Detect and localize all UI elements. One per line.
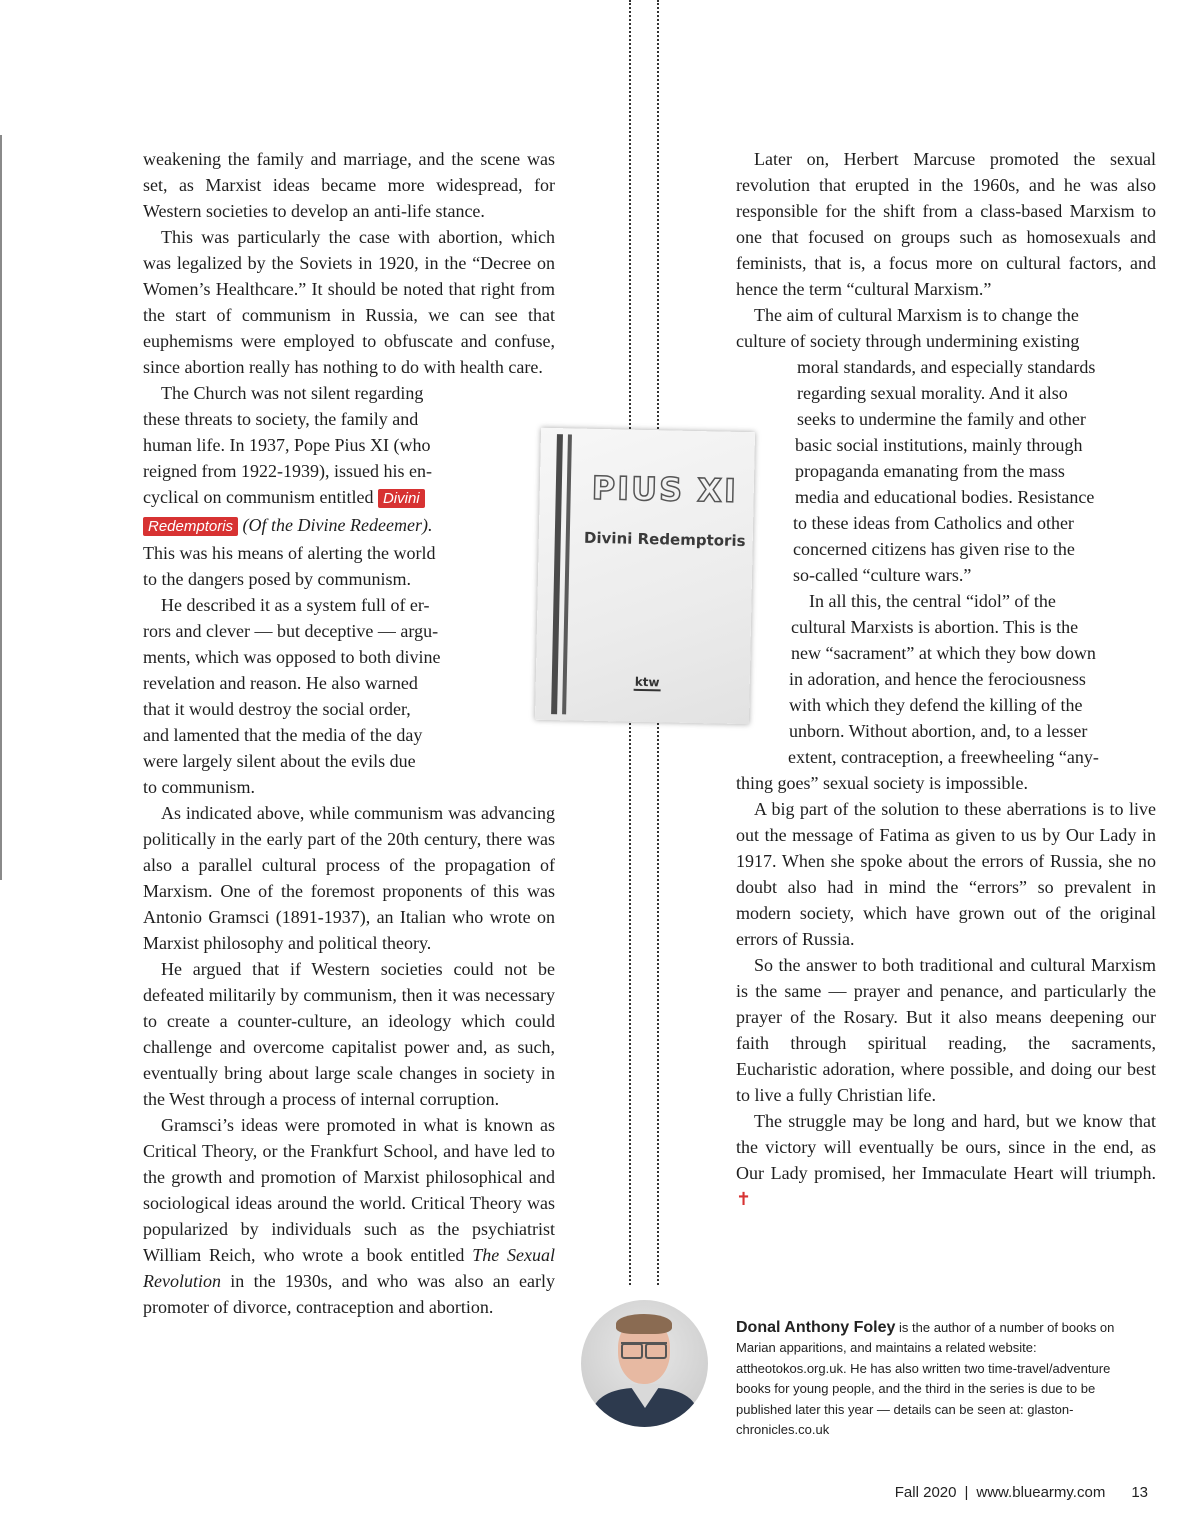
text-line: propaganda emanating from the mass [795, 461, 1065, 481]
glasses-icon [621, 1342, 667, 1357]
text-line: and lamented that the media of the day [143, 725, 423, 745]
text-line [143, 512, 555, 540]
paragraph-5: So the answer to both traditional and cultural Marxism is the same — prayer and penance, and particularly the prayer of the Rosary. But it also means deepening our faith through spiritual reading, the sacraments, Eucharistic adoration, where possible, and doing our best to live a fully Christian life. [736, 955, 1156, 1105]
right-column [736, 146, 1156, 1213]
text-line: ments, which was opposed to both divine [143, 647, 441, 667]
photo-hair [616, 1314, 672, 1334]
text-line: basic social institutions, mainly through [795, 435, 1083, 455]
paragraph-6 [736, 1108, 1156, 1213]
paragraph-2: This was particularly the case with abortion, which was legalized by the Soviets in 1920, in the “Decree on Women’s Healthcare.” It should be noted that right from the start of communism in Russia, we can see that euphemisms were employed to obfuscate and confuse, since abortion really has nothing to do with health care. [143, 227, 555, 377]
text-line: new “sacrament” at which they bow down [791, 643, 1096, 663]
text-line: cultural Marxists is abortion. This is the [791, 617, 1079, 637]
text-line: unborn. Without abortion, and, to a lesser [789, 721, 1088, 741]
text-line: so-called “culture wars.” [793, 565, 972, 585]
paragraph-1: Later on, Herbert Marcuse promoted the sexual revolution that erupted in the 1960s, and he was also responsible for the shift from a class-based Marxism to one that focused on groups such as homosexuals and feminists, that is, a focus more on cultural factors, and hence the term “cultural Marxism.” [736, 149, 1156, 299]
issue-label: Fall 2020 [894, 1484, 957, 1501]
end-cross-icon: ✝ [736, 1189, 752, 1210]
text-line: In all this, the central “idol” of the [809, 591, 1056, 611]
paragraph-4: A big part of the solution to these aberrations is to live out the message of Fatima as given to us by Our Lady in 1917. When she spoke about the errors of Russia, she no doubt also had in mind the “errors” so prevalent in modern society, which have grown out of the original errors of Russia. [736, 799, 1156, 949]
paragraph-4 [143, 592, 555, 800]
cover-stripe [551, 434, 563, 714]
website-link[interactable]: www.bluearmy.com [976, 1484, 1106, 1501]
cover-stripe [562, 434, 572, 714]
encyclical-translation: (Of the Divine Redeemer). [242, 515, 433, 535]
footer-separator: | [964, 1484, 969, 1501]
text-line: extent, contraception, a freewheeling “any- [788, 747, 1099, 767]
text-line: to communism. [143, 777, 255, 797]
book-cover-title: PIUS XI [591, 468, 739, 510]
text-line: to the dangers posed by communism. [143, 569, 411, 589]
text-segment: cyclical on communism entitled [143, 487, 374, 507]
text-line: regarding sexual morality. And it also [797, 383, 1068, 403]
page-footer [895, 1484, 1148, 1501]
text-line [143, 484, 555, 512]
text-line: The Church was not silent regarding [161, 383, 424, 403]
text-line: moral standards, and especially standards [797, 357, 1096, 377]
text-line: media and educational bodies. Resistance [795, 487, 1095, 507]
paragraph-2 [736, 302, 1156, 588]
paragraph-3 [143, 380, 555, 592]
author-bio [736, 1318, 1146, 1440]
paragraph-3 [736, 588, 1156, 796]
text-line: in adoration, and hence the ferociousness [789, 669, 1086, 689]
text-segment: in the 1930s, and who was also an early promoter of divorce, contraception and abortion. [143, 1271, 556, 1317]
text-line: concerned citizens has given rise to the [793, 539, 1075, 559]
book-cover-publisher: ktw [634, 675, 661, 692]
encyclical-title-tag: Divini [378, 489, 425, 508]
page-edge-mark [0, 135, 2, 880]
left-column [143, 146, 555, 1320]
paragraph-1: weakening the family and marriage, and the scene was set, as Marxist ideas became more widespread, for Western societies to develop an anti-life stance. [143, 149, 555, 221]
text-line: seeks to undermine the family and other [797, 409, 1086, 429]
page-number: 13 [1131, 1484, 1148, 1501]
text-line: revelation and reason. He also warned [143, 673, 418, 693]
text-line: reigned from 1922-1939), issued his en- [143, 461, 432, 481]
text-line: culture of society through undermining existing [736, 331, 1080, 351]
book-title: The Sexual Revolution [143, 1245, 556, 1291]
text-segment: Gramsci’s ideas were promoted in what is known as Critical Theory, or the Frankfurt School, and have led to the growth and promotion of Marxist philosophical and sociological ideas around the world. Critical Theory was popularized by individuals such as the psychiatrist William Reich, who wrote a book entitled [143, 1115, 555, 1265]
text-line: He described it as a system full of er- [161, 595, 430, 615]
text-line: were largely silent about the evils due [143, 751, 416, 771]
paragraph-6: He argued that if Western societies could not be defeated militarily by communism, then it was necessary to create a counter-culture, an ideology which could challenge and overcome capitalist power and, as such, eventually bring about large scale changes in society in the West through a process of internal corruption. [143, 959, 555, 1109]
text-line: thing goes” sexual society is impossible. [736, 773, 1028, 793]
text-line: human life. In 1937, Pope Pius XI (who [143, 435, 431, 455]
paragraph-7 [143, 1112, 555, 1320]
text-segment: The struggle may be long and hard, but we know that the victory will eventually be ours, since in the end, as Our Lady promised, her Immaculate Heart will triumph. [736, 1111, 1156, 1183]
text-line: rors and clever — but deceptive — argu- [143, 621, 439, 641]
text-line: to these ideas from Catholics and other [793, 513, 1074, 533]
text-line: that it would destroy the social order, [143, 699, 411, 719]
text-line: This was his means of alerting the world [143, 543, 436, 563]
book-cover-subtitle: Divini Redemptoris [583, 528, 746, 551]
text-line: with which they defend the killing of the [789, 695, 1083, 715]
book-cover-image [535, 428, 755, 724]
text-line: The aim of cultural Marxism is to change the [754, 305, 1079, 325]
paragraph-5: As indicated above, while communism was advancing politically in the early part of the 20th century, there was also a parallel cultural process of the propagation of Marxism. One of the foremost proponents of this was Antonio Gramsci (1891-1937), an Italian who wrote on Marxist philosophy and political theory. [143, 803, 555, 953]
encyclical-title-tag: Redemptoris [143, 517, 238, 536]
author-bio-text: is the author of a number of books on Marian apparitions, and maintains a related website: attheotokos.org.uk. He has also written two time-travel/adventure books for young people, and the third in the series is due to be published later this year — details can be seen at: glaston-chronicles.co.uk [736, 1320, 1115, 1438]
author-name: Donal Anthony Foley [736, 1319, 896, 1336]
author-photo [581, 1300, 708, 1427]
text-line: these threats to society, the family and [143, 409, 419, 429]
